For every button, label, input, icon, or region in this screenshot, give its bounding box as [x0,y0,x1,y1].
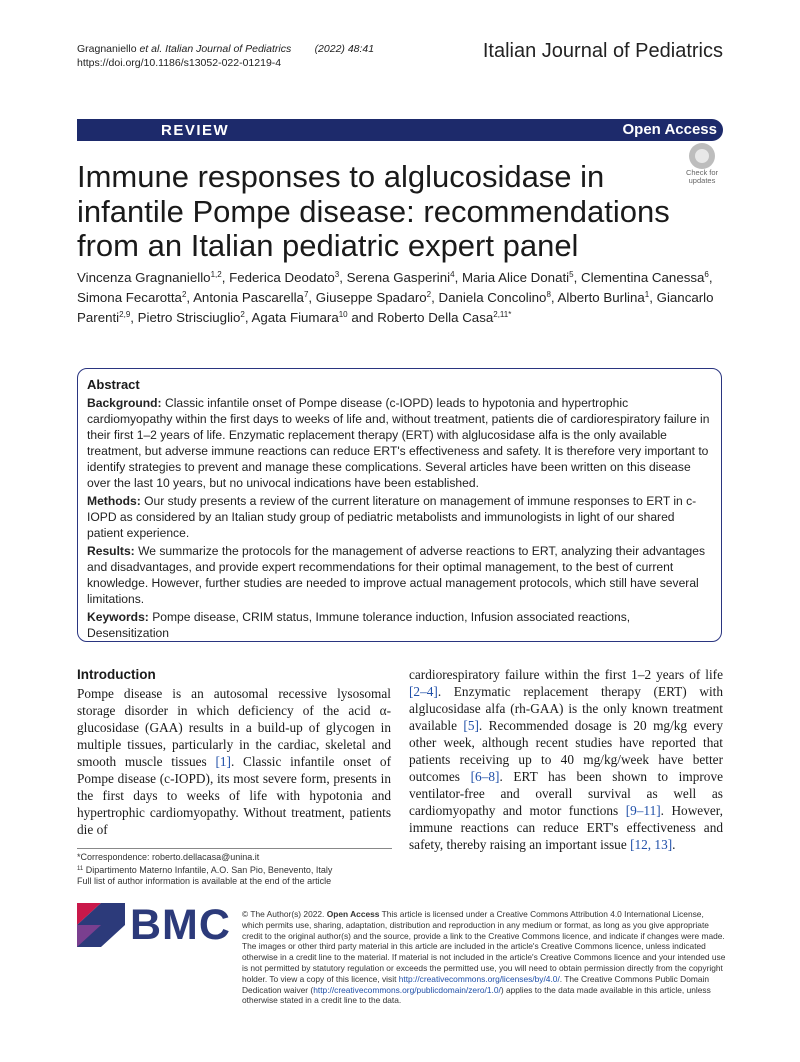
bmc-mark-icon [77,903,125,947]
doi-link[interactable]: https://doi.org/10.1186/s13052-022-01219-4 [77,57,282,69]
affiliation-marker: 3 [334,270,340,279]
affiliation-marker: 10 [338,310,348,319]
citation-authors: Gragnaniello [77,43,140,55]
author-list: Vincenza Gragnaniello$^{1,2}$, Federica Deodato$^3$, Serena Gasperini$^4$, Maria Alice Donati$^5$, Clementina Canessa$^6$, Simona Fecarotta$^2$, Antonia Pascarella$^7$, Giuseppe Spadaro$^2$, Daniela Concolino$^8$, Alberto Burlina$^1$, Giancarlo Parenti$^{2,9}$, Pietro Strisciuglio$^2$, Agata Fiumara$^{10}$ and Roberto Della Casa$^{2,11*}$ [77,270,714,325]
abstract-background: Background: Classic infantile onset of Pompe disease (c-IOPD) leads to hypotonia and hypertrophic cardiomyopathy within the first days to weeks of life and, without treatment, patients die of cardiorespiratory failure in their first 1–2 years of life. Enzymatic replacement therapy (ERT) with alglucosidase alfa is the only available treatment, but adverse immune reactions can reduce ERT's effectiveness and safety. It is therefore very important to identify strategies to prevent and manage these complications. Several articles have been written on this disease over the last 10 years, but no univocal indications have been established. [87,396,710,490]
affiliation-marker: 6 [704,270,709,279]
citation-link[interactable]: [5] [463,718,479,733]
author-name[interactable]: Pietro Strisciuglio [137,310,241,325]
affiliation-marker: 2,9 [119,310,131,319]
abstract-results: Results: We summarize the protocols for the management of adverse reactions to ERT, analyzing their advantages and disadvantages, and provide expert recommendations for their optimal management, to the best of current knowledge. However, further studies are needed to improve actual management protocols, which still have several limitations. [87,544,705,606]
author-name[interactable]: Vincenza Gragnaniello [77,270,211,285]
affiliation-note: $^{11}$ Dipartimento Materno Infantile, A.O. San Pio, Benevento, Italy [77,864,333,875]
author-name[interactable]: Serena Gasperini [346,270,451,285]
abstract-box [77,368,722,642]
author-name[interactable]: Simona Fecarotta [77,290,182,305]
crossmark-icon [689,143,715,169]
affiliation-marker: 7 [303,290,309,299]
license-text: © The Author(s) 2022. Open Access This article is licensed under a Creative Commons Attribution 4.0 International License, which permits use, sharing, adaptation, distribution and reproduction in any medium or format, as long as you give appropriate credit to the original author(s) and the source, provide a link to the Creative Commons licence, and indicate if changes were made. The images or other third party material in this article are included in the article's Creative Commons licence, unless indicated otherwise in a credit line to the material. If material is not included in the article's Creative Commons licence and your intended use is not permitted by statutory regulation or exceeds the permitted use, you will need to obtain permission directly from the copyright holder. To view a copy of this licence, visit http://creativecommons.org/licenses/by/4.0/. The Creative Commons Public Domain Dedication waiver (http://creativecommons.org/publicdomain/zero/1.0/) applies to the data made available in this article, unless otherwise stated in a credit line to the data. [242,909,726,1006]
introduction-heading: Introduction [77,667,156,682]
citation-header [77,42,374,70]
citation-link[interactable]: [12, 13] [630,837,673,852]
author-name[interactable]: Agata Fiumara [251,310,339,325]
citation-year: (2022) 48:41 [314,43,375,55]
citation-link[interactable]: [6–8] [470,769,500,784]
open-access-label: Open Access [622,121,717,138]
article-type-label: REVIEW [161,122,230,139]
affiliation-marker: 2 [240,310,245,319]
affiliation-marker: 2,11* [493,310,512,319]
author-name[interactable]: Federica Deodato [229,270,335,285]
article-title: Immune responses to alglucosidase in infantile Pompe disease: recommendations from an Italian pediatric expert panel [77,159,670,263]
author-name[interactable]: Antonia Pascarella [193,290,304,305]
citation-link[interactable]: [9–11] [625,803,661,818]
author-name[interactable]: Daniela Concolino [438,290,547,305]
abstract-heading: Abstract [87,377,140,392]
journal-name: Italian Journal of Pediatrics [482,40,723,62]
citation-link[interactable]: [2–4] [409,684,438,699]
affiliation-marker: 4 [450,270,455,279]
license-link[interactable]: http://creativecommons.org/licenses/by/4.0/ [398,973,560,984]
author-name[interactable]: Clementina Canessa [580,270,705,285]
correspondence-note: *Correspondence: roberto.dellacasa@unina.it [77,852,260,862]
public-domain-link[interactable]: http://creativecommons.org/publicdomain/zero/1.0/ [313,984,501,995]
check-for-updates-badge[interactable] [679,143,725,185]
author-name[interactable]: Roberto Della Casa [377,310,494,325]
footnote [77,848,392,888]
author-name[interactable]: Maria Alice Donati [461,270,570,285]
affiliation-marker: 2 [181,290,187,299]
affiliation-marker: 2 [426,290,432,299]
affiliation-marker: 1 [644,290,650,299]
bmc-logo [77,901,231,953]
check-for-updates-label: Check for updates [685,168,719,185]
citation-link[interactable]: [1] [215,754,231,769]
citation-journal: et al. Italian Journal of Pediatrics [139,43,292,55]
author-name[interactable]: Alberto Burlina [557,290,645,305]
body-column-left: Introduction Pompe disease is an autosomal recessive lysosomal storage disorder in which deficiency of the acid α-glucosidase (GAA) results in a build-up of glycogen in multiple tissues, particularly in the cardiac, skeletal and smooth muscle tissues [1]. Classic infantile onset of Pompe disease (c-IOPD), its most severe form, presents in the first days to weeks of life with hypotonia and hypertrophic cardiomyopathy. Without treatment, patients die of [77,667,391,837]
author-name[interactable]: Giuseppe Spadaro [315,290,427,305]
bmc-wordmark: BMC [130,901,231,949]
affiliation-marker: 8 [546,290,551,299]
article-type-banner [77,119,723,141]
author-info-note: Full list of author information is available at the end of the article [77,876,332,886]
abstract-keywords: Keywords: Pompe disease, CRIM status, Immune tolerance induction, Infusion associated reactions, Desensitization [87,610,631,640]
affiliation-marker: 5 [569,270,574,279]
author-name[interactable]: Giancarlo Parenti [77,290,714,325]
abstract-methods: Methods: Our study presents a review of the current literature on management of immune responses to ERT in c-IOPD as considered by an Italian study group of pediatric metabolists and immunologists in light of our shared patient experience. [87,494,697,540]
affiliation-marker: 1,2 [210,270,222,279]
body-column-right: cardiorespiratory failure within the first 1–2 years of life [2–4]. Enzymatic replacement therapy (ERT) with alglucosidase alfa (rh-GAA) is the only known treatment available [5]. Recommended dosage is 20 mg/kg every other week, although recent studies have reported that patients receiving up to 40 mg/kg/week have better outcomes [6–8]. ERT has been shown to improve ventilator-free and overall survival as well as cardiomyopathy and motor functions [9–11]. However, immune reactions can reduce ERT's effectiveness and safety, thereby raising an important issue [12, 13]. [409,667,723,852]
